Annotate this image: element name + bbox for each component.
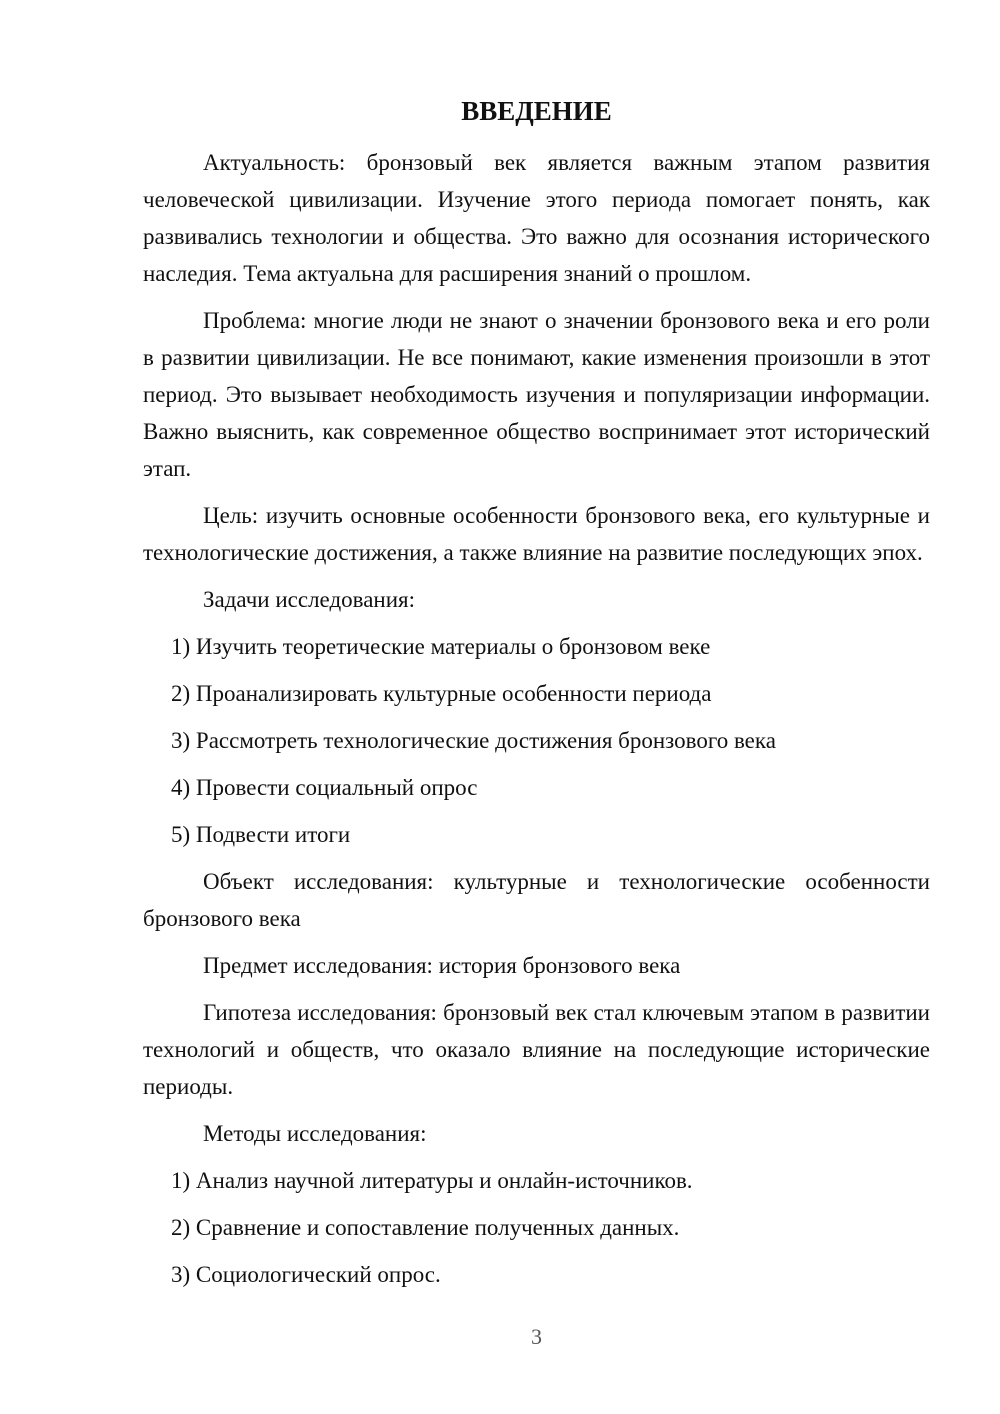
paragraph-relevance: Актуальность: бронзовый век является важным этапом развития человеческой цивилизации. Изучение этого периода помогает понять, как развивались технологии и общества. Это важно для осознания исторического наследия. Тема актуальна для расширения знаний о прошлом. xyxy=(143,150,930,286)
method-item-2: 2) Сравнение и сопоставление полученных данных. xyxy=(171,1215,680,1240)
task-item-4: 4) Провести социальный опрос xyxy=(171,775,478,800)
task-item-1: 1) Изучить теоретические материалы о бронзовом веке xyxy=(171,634,711,659)
task-item-5: 5) Подвести итоги xyxy=(171,822,351,847)
paragraph-goal: Цель: изучить основные особенности бронзового века, его культурные и технологические достижения, а также влияние на развитие последующих эпох. xyxy=(143,503,930,565)
paragraph-problem: Проблема: многие люди не знают о значении бронзового века и его роли в развитии цивилизации. Не все понимают, какие изменения произошли в этот период. Это вызывает необходимость изучения и популяризации информации. Важно выяснить, как современное общество воспринимает этот исторический этап. xyxy=(143,308,930,481)
task-item-3: 3) Рассмотреть технологические достижения бронзового века xyxy=(171,728,776,753)
page-content xyxy=(143,0,930,1303)
paragraph-hypothesis: Гипотеза исследования: бронзовый век стал ключевым этапом в развитии технологий и обществ, что оказало влияние на последующие исторические периоды. xyxy=(143,1000,930,1099)
page-number: 3 xyxy=(531,1324,542,1349)
task-item-2: 2) Проанализировать культурные особенности периода xyxy=(171,681,712,706)
page-title: ВВЕДЕНИЕ xyxy=(461,96,612,126)
tasks-heading: Задачи исследования: xyxy=(203,587,416,612)
methods-heading: Методы исследования: xyxy=(203,1121,427,1146)
paragraph-subject: Предмет исследования: история бронзового века xyxy=(203,953,681,978)
method-item-3: 3) Социологический опрос. xyxy=(171,1262,441,1287)
method-item-1: 1) Анализ научной литературы и онлайн-источников. xyxy=(171,1168,693,1193)
paragraph-object: Объект исследования: культурные и технологические особенности бронзового века xyxy=(143,869,930,931)
